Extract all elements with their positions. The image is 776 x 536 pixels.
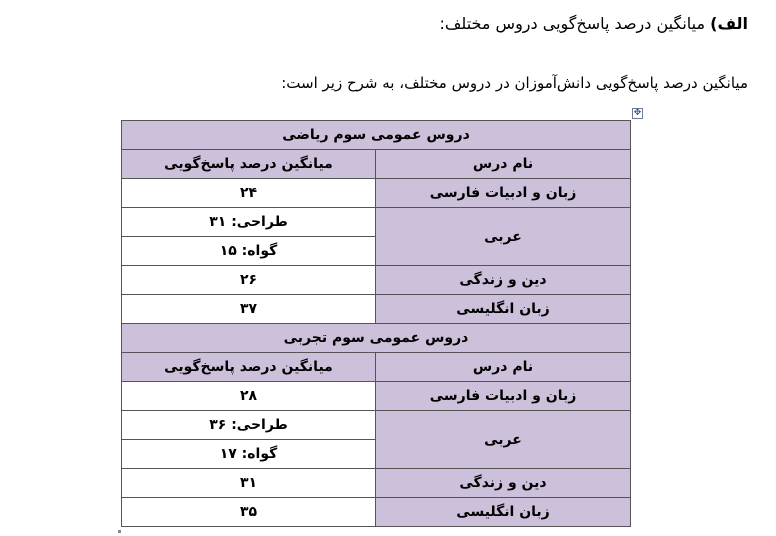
section-title-tajrobi: دروس عمومی سوم تجربی bbox=[122, 324, 631, 353]
subject-value: ۳۵ bbox=[122, 498, 376, 527]
subject-value: ۲۴ bbox=[122, 179, 376, 208]
table-section-header bbox=[122, 324, 631, 353]
table-move-handle-icon[interactable]: ✥ bbox=[633, 108, 642, 118]
subject-name: زبان و ادبیات فارسی bbox=[376, 179, 631, 208]
table-row bbox=[122, 411, 631, 440]
subject-name: عربی bbox=[376, 208, 631, 266]
subject-name: زبان انگلیسی bbox=[376, 498, 631, 527]
subject-value: ۲۸ bbox=[122, 382, 376, 411]
subject-name: دین و زندگی bbox=[376, 469, 631, 498]
column-header-name: نام درس bbox=[376, 150, 631, 179]
column-header-name: نام درس bbox=[376, 353, 631, 382]
subject-value-design: طراحی: ۳۶ bbox=[122, 411, 376, 440]
table-row bbox=[122, 208, 631, 237]
subject-value-control: گواه: ۱۵ bbox=[122, 237, 376, 266]
subject-name: زبان و ادبیات فارسی bbox=[376, 382, 631, 411]
subject-value-control: گواه: ۱۷ bbox=[122, 440, 376, 469]
table-section-header bbox=[122, 121, 631, 150]
section-title-riazi: دروس عمومی سوم ریاضی bbox=[122, 121, 631, 150]
table-row bbox=[122, 382, 631, 411]
table-row bbox=[122, 498, 631, 527]
section-heading-text: میانگین درصد پاسخ‌گویی دروس مختلف: bbox=[439, 14, 706, 33]
subject-name: عربی bbox=[376, 411, 631, 469]
scores-table bbox=[121, 120, 631, 527]
table-header-row bbox=[122, 353, 631, 382]
subject-value: ۲۶ bbox=[122, 266, 376, 295]
subject-value: ۳۷ bbox=[122, 295, 376, 324]
table-row bbox=[122, 295, 631, 324]
subject-value-design: طراحی: ۳۱ bbox=[122, 208, 376, 237]
text-cursor-mark bbox=[118, 530, 121, 533]
table-row bbox=[122, 179, 631, 208]
subject-name: دین و زندگی bbox=[376, 266, 631, 295]
table-row bbox=[122, 266, 631, 295]
intro-paragraph: میانگین درصد پاسخ‌گویی دانش‌آموزان در دروس مختلف، به شرح زیر است: bbox=[281, 74, 748, 92]
section-label: الف) bbox=[710, 14, 748, 33]
table-row bbox=[122, 469, 631, 498]
subject-value: ۳۱ bbox=[122, 469, 376, 498]
subject-name: زبان انگلیسی bbox=[376, 295, 631, 324]
section-heading bbox=[439, 14, 748, 33]
column-header-average: میانگین درصد پاسخ‌گویی bbox=[122, 353, 376, 382]
table-header-row bbox=[122, 150, 631, 179]
column-header-average: میانگین درصد پاسخ‌گویی bbox=[122, 150, 376, 179]
